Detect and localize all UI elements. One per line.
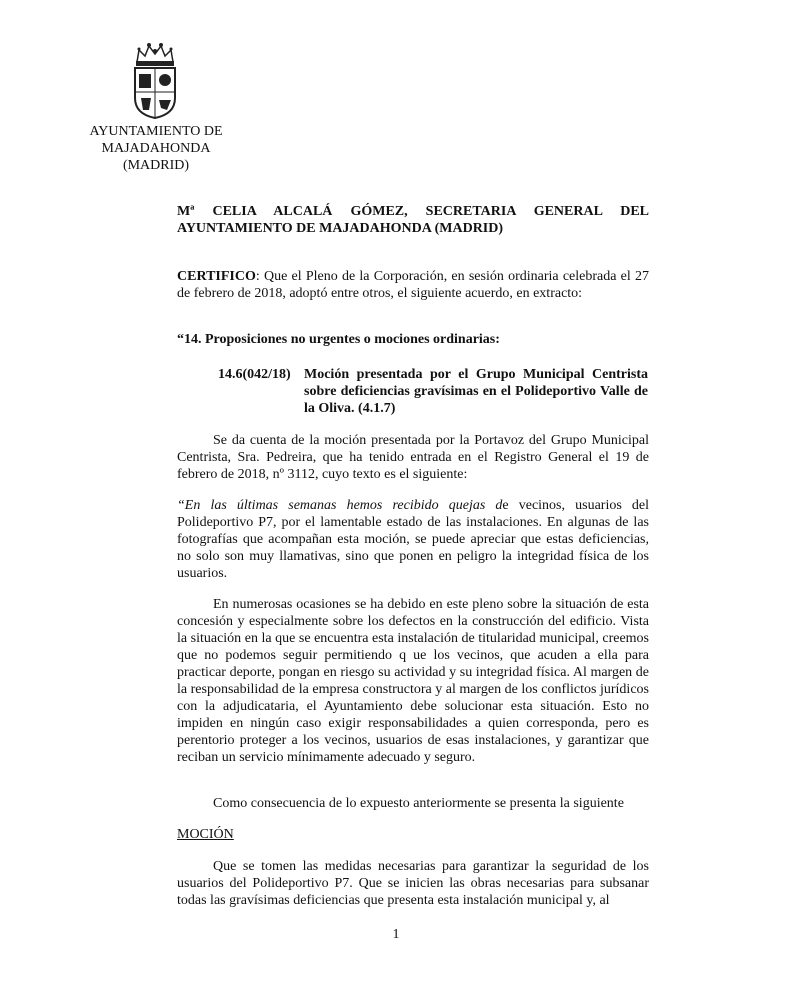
- org-line-1: AYUNTAMIENTO DE: [89, 124, 223, 139]
- page-number: 1: [392, 927, 400, 942]
- secretary-heading: Mª CELIA ALCALÁ GÓMEZ, SECRETARIA GENERAL DEL AYUNTAMIENTO DE MAJADAHONDA (MADRID): [177, 204, 649, 236]
- motion-text-paragraph-1: [177, 497, 649, 582]
- motion-title: Moción presentada por el Grupo Municipal Centrista sobre deficiencias gravísimas en el Polideportivo Valle de la Oliva. (4.1.7): [304, 367, 648, 416]
- proposiciones-heading: “14. Proposiciones no urgentes o mociones ordinarias:: [177, 332, 500, 347]
- motion-text-paragraph-2: En numerosas ocasiones se ha debido en este pleno sobre la situación de esta concesión y especialmente sobre los defectos en la construcción del edificio. Vista la situación en la que se encuentra esta instalación de titularidad municipal, creemos que no podemos seguir permitiendo q ue los vecinos, que acuden a ella para practicar deporte, pongan en riesgo su actividad y su integridad física. Al margen de la responsabilidad de la empresa constructora y al margen de los conflictos jurídicos con la adjudicataria, el Ayuntamiento debe solucionar esta situación. Esto no impiden en ningún caso exigir responsabilidades a quien corresponda, pero es perentorio proteger a los vecinos, usuarios de esas instalaciones, y garantizar que reciban un servicio mínimamente adecuado y seguro.: [177, 597, 649, 765]
- municipal-coat-of-arms-icon: [127, 40, 183, 120]
- certifico-paragraph: [177, 268, 649, 302]
- organization-name: [70, 123, 242, 174]
- certifico-label: CERTIFICO: [177, 269, 256, 284]
- quote-opening: “En las últimas semanas hemos recibido quejas d: [177, 498, 503, 513]
- quote-continuation: e vecinos, usuarios del Polideportivo P7, por el lamentable estado de las instalaciones. En algunas de las fotografías que acompañan esta moción, se puede apreciar que estas deficiencias, no solo son muy llamativas, sino que ponen en peligro la integridad física de los usuarios.: [177, 498, 649, 581]
- motion-text-paragraph-3: Como consecuencia de lo expuesto anteriormente se presenta la siguiente: [213, 796, 624, 811]
- certifico-text: : Que el Pleno de la Corporación, en sesión ordinaria celebrada el 27 de febrero de 2018, adoptó entre otros, el siguiente acuerdo, en extracto:: [177, 269, 649, 301]
- org-line-2: MAJADAHONDA: [101, 141, 211, 156]
- mocion-label-text: MOCIÓN: [177, 827, 234, 842]
- mocion-label: [177, 826, 649, 843]
- motion-heading: [218, 366, 648, 417]
- intro-paragraph: Se da cuenta de la moción presentada por la Portavoz del Grupo Municipal Centrista, Sra. Pedreira, que ha tenido entrada en el Registro General el 19 de febrero de 2018, nº 3112, cuyo texto es el siguiente:: [177, 433, 649, 482]
- org-line-3: (MADRID): [122, 158, 190, 173]
- mocion-paragraph: Que se tomen las medidas necesarias para garantizar la seguridad de los usuarios del Polideportivo P7. Que se inicien las obras necesarias para subsanar todas las gravísimas deficiencias que presenta esta instalación municipal y, al: [177, 859, 649, 908]
- motion-number: 14.6(042/18): [218, 367, 291, 382]
